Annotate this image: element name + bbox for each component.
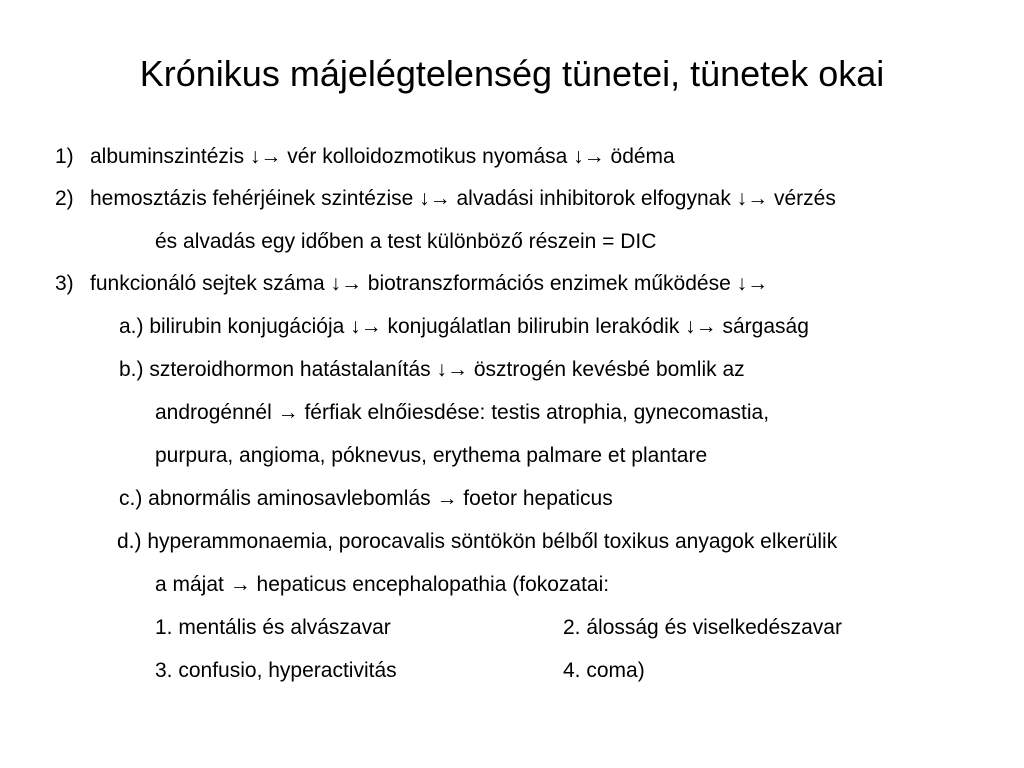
slide-title: Krónikus májelégtelenség tünetei, tünetek okai: [139, 53, 885, 94]
sub-item-d: d.) hyperammonaemia, porocavalis söntökön bélből toxikus anyagok elkerülik: [117, 530, 838, 553]
item-number: 3): [55, 272, 74, 295]
list-item-text: hemosztázis fehérjéinek szintézise ↓→ alvadási inhibitorok elfogynak ↓→ vérzés: [90, 187, 836, 210]
sub-item-b: b.) szteroidhormon hatástalanítás ↓→ ösztrogén kevésbé bomlik az: [119, 358, 745, 381]
sub-item-continuation: purpura, angioma, póknevus, erythema palmare et plantare: [155, 444, 708, 467]
list-item-continuation: és alvadás egy időben a test különböző részein = DIC: [155, 230, 657, 253]
sub-item-continuation: androgénnél → férfiak elnőiesdése: testis atrophia, gynecomastia,: [155, 401, 770, 424]
item-number: 1): [55, 145, 74, 168]
sub-item-a: a.) bilirubin konjugációja ↓→ konjugálatlan bilirubin lerakódik ↓→ sárgaság: [119, 315, 809, 338]
stage-3: 3. confusio, hyperactivitás: [155, 659, 397, 682]
list-item-text: albuminszintézis ↓→ vér kolloidozmotikus nyomása ↓→ ödéma: [90, 145, 675, 168]
sub-item-continuation: a májat → hepaticus encephalopathia (fokozatai:: [155, 573, 610, 596]
sub-item-c: c.) abnormális aminosavlebomlás → foetor hepaticus: [119, 487, 613, 510]
item-number: 2): [55, 187, 74, 210]
stage-2: 2. álosság és viselkedészavar: [563, 616, 842, 639]
stage-1: 1. mentális és alvászavar: [155, 616, 391, 639]
list-item-text: funkcionáló sejtek száma ↓→ biotranszformációs enzimek működése ↓→: [90, 272, 769, 295]
stage-4: 4. coma): [563, 659, 645, 682]
